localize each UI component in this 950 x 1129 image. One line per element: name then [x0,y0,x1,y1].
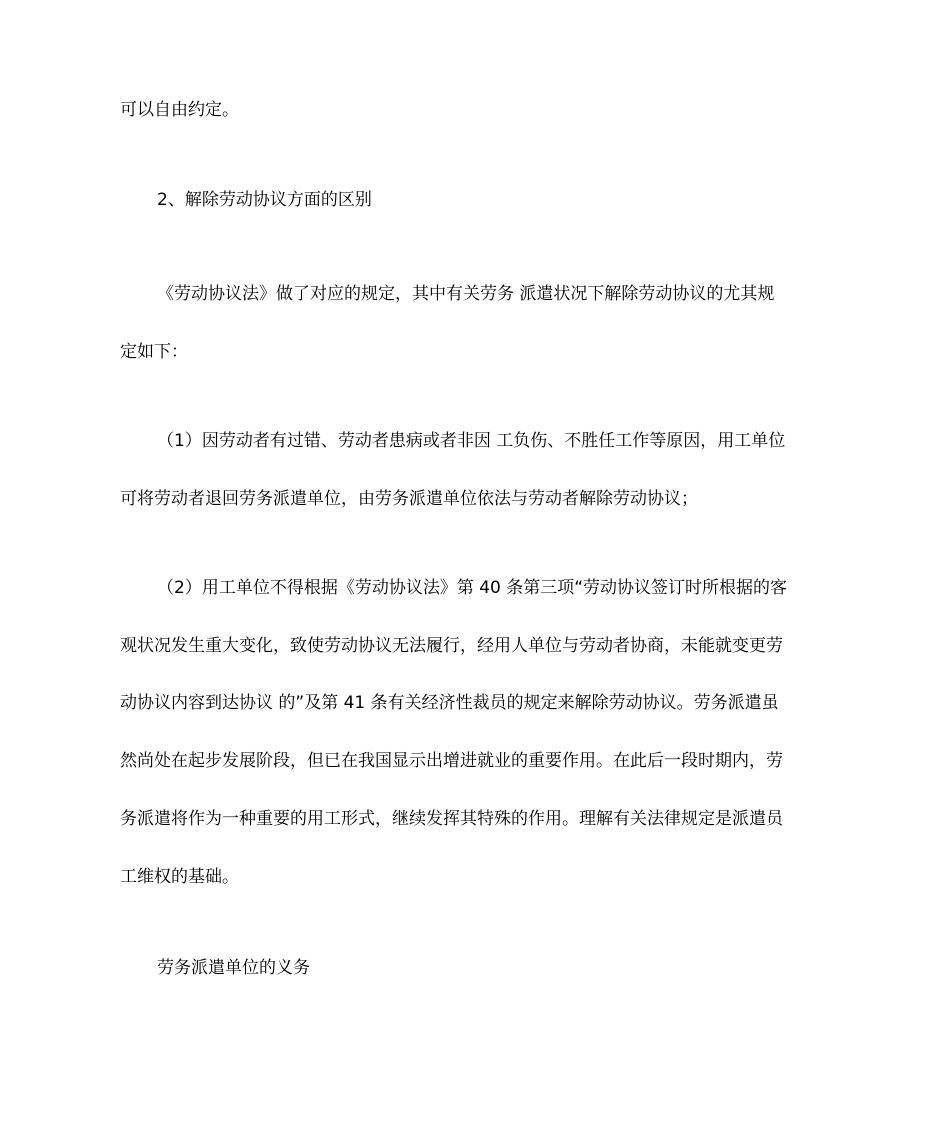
paragraph-line: 可以自由约定。 [120,100,239,120]
section-heading: 劳务派遣单位的义务 [157,958,310,978]
list-item-line: 工维权的基础。 [120,867,239,887]
list-item-line: （2）用工单位不得根据《劳动协议法》第 40 条第三项“劳动协议签订时所根据的客 [157,578,788,598]
list-item-line: 动协议内容到达协议 的”及第 41 条有关经济性裁员的规定来解除劳动协议。劳务派遣虽 [120,693,779,713]
list-item-line: 可将劳动者退回劳务派遣单位，由劳务派遣单位依法与劳动者解除劳动协议； [120,489,698,509]
paragraph-line: 《劳动协议法》做了对应的规定，其中有关劳务 派遣状况下解除劳动协议的尤其规 [157,284,775,304]
list-item-line: 然尚处在起步发展阶段，但已在我国显示出增进就业的重要作用。在此后一段时期内，劳 [120,751,783,771]
list-item-line: （1）因劳动者有过错、劳动者患病或者非因 工负伤、不胜任工作等原因，用工单位 [157,431,786,451]
paragraph-line: 定如下： [120,342,188,362]
list-item-line: 观状况发生重大变化，致使劳动协议无法履行，经用人单位与劳动者协商，未能就变更劳 [120,636,783,656]
list-item-line: 务派遣将作为一种重要的用工形式，继续发挥其特殊的作用。理解有关法律规定是派遣员 [120,809,783,829]
section-heading: 2、解除劳动协议方面的区别 [157,190,372,210]
